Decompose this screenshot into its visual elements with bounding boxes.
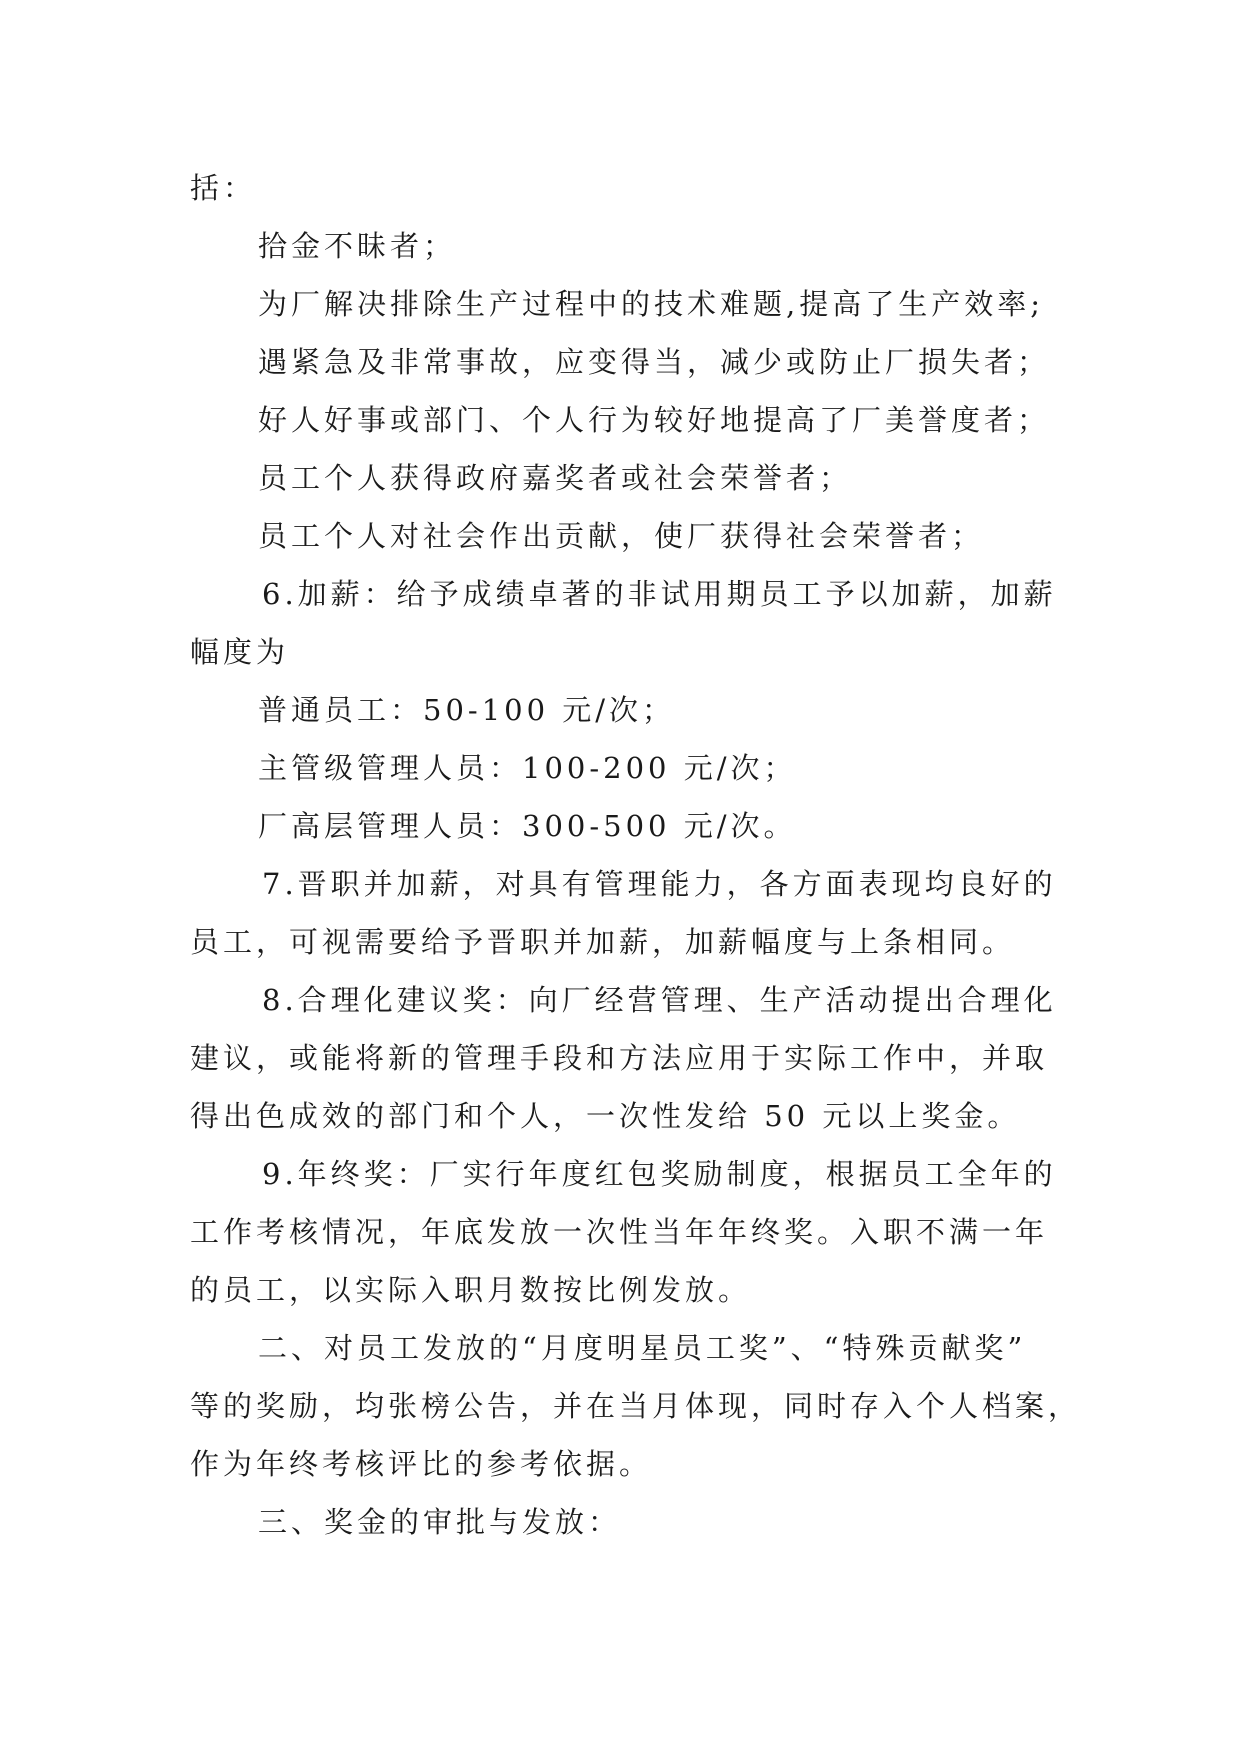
- text-line: 好人好事或部门、个人行为较好地提高了厂美誉度者；: [258, 403, 1051, 437]
- text-line: 8.合理化建议奖：向厂经营管理、生产活动提出合理化: [262, 983, 1057, 1017]
- text-line: 建议，或能将新的管理手段和方法应用于实际工作中，并取: [190, 1041, 1049, 1075]
- text-line: 7.晋职并加薪，对具有管理能力，各方面表现均良好的: [262, 867, 1057, 901]
- text-line: 员工个人获得政府嘉奖者或社会荣誉者；: [258, 461, 853, 495]
- text-line: 括：: [190, 171, 257, 205]
- text-line: 三、奖金的审批与发放：: [258, 1505, 622, 1539]
- text-line: 主管级管理人员：100-200 元/次；: [258, 751, 797, 785]
- text-line: 员工个人对社会作出贡献，使厂获得社会荣誉者；: [258, 519, 985, 553]
- text-line: 拾金不昧者；: [258, 229, 457, 263]
- text-line: 幅度为: [190, 635, 290, 669]
- text-line: 的员工，以实际入职月数按比例发放。: [190, 1273, 752, 1307]
- text-line: 二、对员工发放的“月度明星员工奖”、“特殊贡献奖”: [258, 1331, 1027, 1365]
- text-line: 工作考核情况，年底发放一次性当年年终奖。入职不满一年: [190, 1215, 1049, 1249]
- text-line: 普通员工：50-100 元/次；: [258, 693, 676, 727]
- text-line: 遇紧急及非常事故，应变得当，减少或防止厂损失者；: [258, 345, 1051, 379]
- text-line: 员工，可视需要给予晋职并加薪，加薪幅度与上条相同。: [190, 925, 1016, 959]
- text-line: 9.年终奖：厂实行年度红包奖励制度，根据员工全年的: [262, 1157, 1057, 1191]
- text-line: 为厂解决排除生产过程中的技术难题,提高了生产效率;: [258, 287, 1044, 321]
- text-line: 得出色成效的部门和个人，一次性发给 50 元以上奖金。: [190, 1099, 1021, 1133]
- text-line: 6.加薪：给予成绩卓著的非试用期员工予以加薪，加薪: [262, 577, 1057, 611]
- text-line: 等的奖励，均张榜公告，并在当月体现，同时存入个人档案，: [190, 1389, 1082, 1423]
- text-line: 作为年终考核评比的参考依据。: [190, 1447, 653, 1481]
- text-line: 厂高层管理人员：300-500 元/次。: [258, 809, 797, 843]
